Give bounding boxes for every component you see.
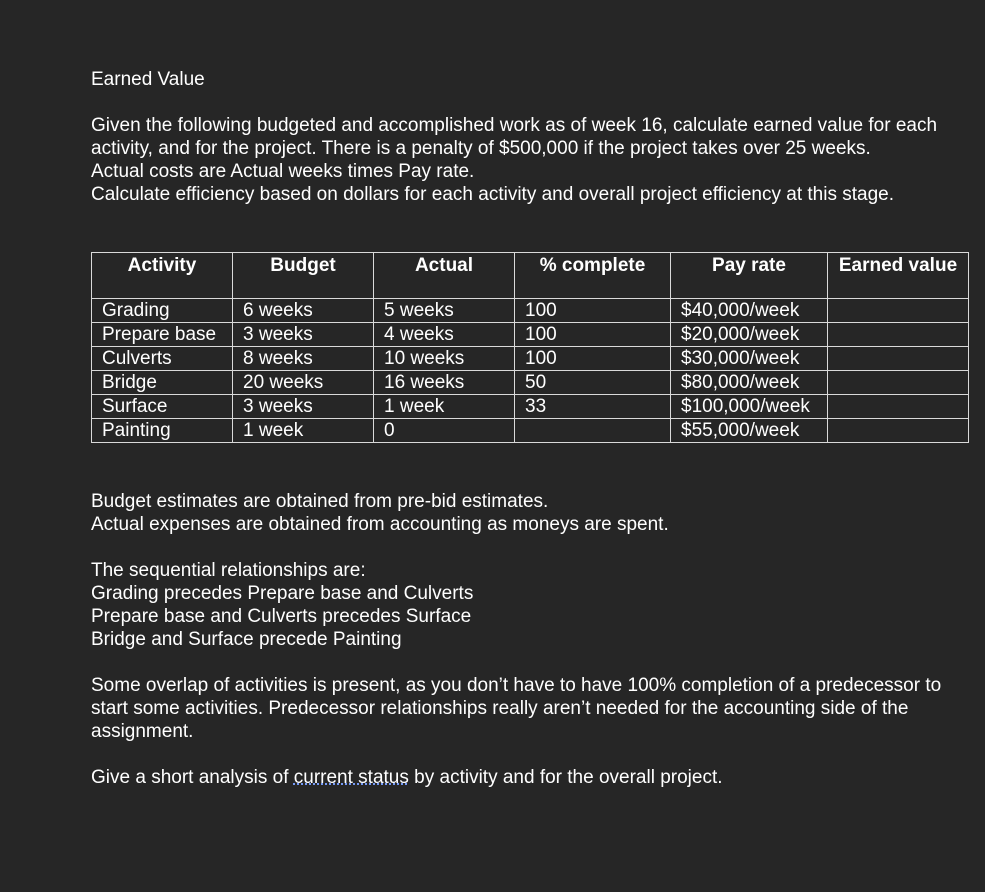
cell-budget: 1 week [233, 419, 374, 443]
analysis-text-end: by activity and for the overall project. [408, 767, 723, 788]
cell-pct: 100 [515, 347, 671, 371]
cell-pct: 100 [515, 299, 671, 323]
cell-activity: Culverts [92, 347, 233, 371]
table-row [92, 323, 969, 347]
efficiency-line: Calculate efficiency based on dollars for each activity and overall project efficiency at this stage. [91, 184, 895, 205]
cell-activity: Bridge [92, 371, 233, 395]
table-row [92, 347, 969, 371]
cell-pay: $40,000/week [671, 299, 828, 323]
sequence-line: Grading precedes Prepare base and Culverts [91, 583, 474, 604]
cell-activity: Prepare base [92, 323, 233, 347]
header-pay-rate: Pay rate [671, 253, 828, 299]
actual-costs-line: Actual costs are Actual weeks times Pay rate. [91, 161, 475, 182]
actual-source-line: Actual expenses are obtained from accounting as moneys are spent. [91, 514, 669, 535]
header-budget: Budget [233, 253, 374, 299]
header-actual: Actual [374, 253, 515, 299]
cell-earned[interactable] [828, 419, 969, 443]
sequence-line: Bridge and Surface precede Painting [91, 629, 402, 650]
document-body [91, 68, 961, 206]
cell-actual: 0 [374, 419, 515, 443]
cell-pay: $20,000/week [671, 323, 828, 347]
cell-budget: 3 weeks [233, 323, 374, 347]
cell-activity: Painting [92, 419, 233, 443]
table-row [92, 395, 969, 419]
header-activity: Activity [92, 253, 233, 299]
sequence-line: Prepare base and Culverts precedes Surface [91, 606, 472, 627]
cell-actual: 16 weeks [374, 371, 515, 395]
header-earned-value: Earned value [828, 253, 969, 299]
header-pct-complete: % complete [515, 253, 671, 299]
cell-actual: 5 weeks [374, 299, 515, 323]
table-row [92, 299, 969, 323]
cell-earned[interactable] [828, 347, 969, 371]
cell-earned[interactable] [828, 299, 969, 323]
cell-pay: $80,000/week [671, 371, 828, 395]
cell-pay: $100,000/week [671, 395, 828, 419]
cell-pct: 33 [515, 395, 671, 419]
analysis-instruction [91, 766, 961, 789]
cell-budget: 20 weeks [233, 371, 374, 395]
cell-actual: 4 weeks [374, 323, 515, 347]
cell-earned[interactable] [828, 395, 969, 419]
cell-budget: 6 weeks [233, 299, 374, 323]
table-header-row [92, 253, 969, 299]
cell-pct: 50 [515, 371, 671, 395]
table-row [92, 371, 969, 395]
cell-earned[interactable] [828, 323, 969, 347]
cell-pct [515, 419, 671, 443]
table-row [92, 419, 969, 443]
overlap-paragraph: Some overlap of activities is present, as you don’t have to have 100% completion of a predecessor to start some activities. Predecessor relationships really aren’t needed for the accounting side of the assignment. [91, 675, 942, 742]
cell-budget: 8 weeks [233, 347, 374, 371]
spellcheck-underlined-phrase: current status [293, 767, 409, 788]
cell-activity: Surface [92, 395, 233, 419]
cell-actual: 1 week [374, 395, 515, 419]
notes-section [91, 490, 961, 789]
analysis-text-start: Give a short analysis of [91, 767, 294, 788]
cell-earned[interactable] [828, 371, 969, 395]
document-title: Earned Value [91, 69, 205, 90]
earned-value-table [91, 252, 969, 443]
cell-pct: 100 [515, 323, 671, 347]
budget-source-line: Budget estimates are obtained from pre-bid estimates. [91, 491, 549, 512]
cell-activity: Grading [92, 299, 233, 323]
cell-actual: 10 weeks [374, 347, 515, 371]
cell-pay: $55,000/week [671, 419, 828, 443]
cell-budget: 3 weeks [233, 395, 374, 419]
cell-pay: $30,000/week [671, 347, 828, 371]
intro-paragraph: Given the following budgeted and accomplished work as of week 16, calculate earned value for each activity, and for the project. There is a penalty of $500,000 if the project takes over 25 weeks. [91, 115, 938, 159]
sequence-heading: The sequential relationships are: [91, 560, 366, 581]
